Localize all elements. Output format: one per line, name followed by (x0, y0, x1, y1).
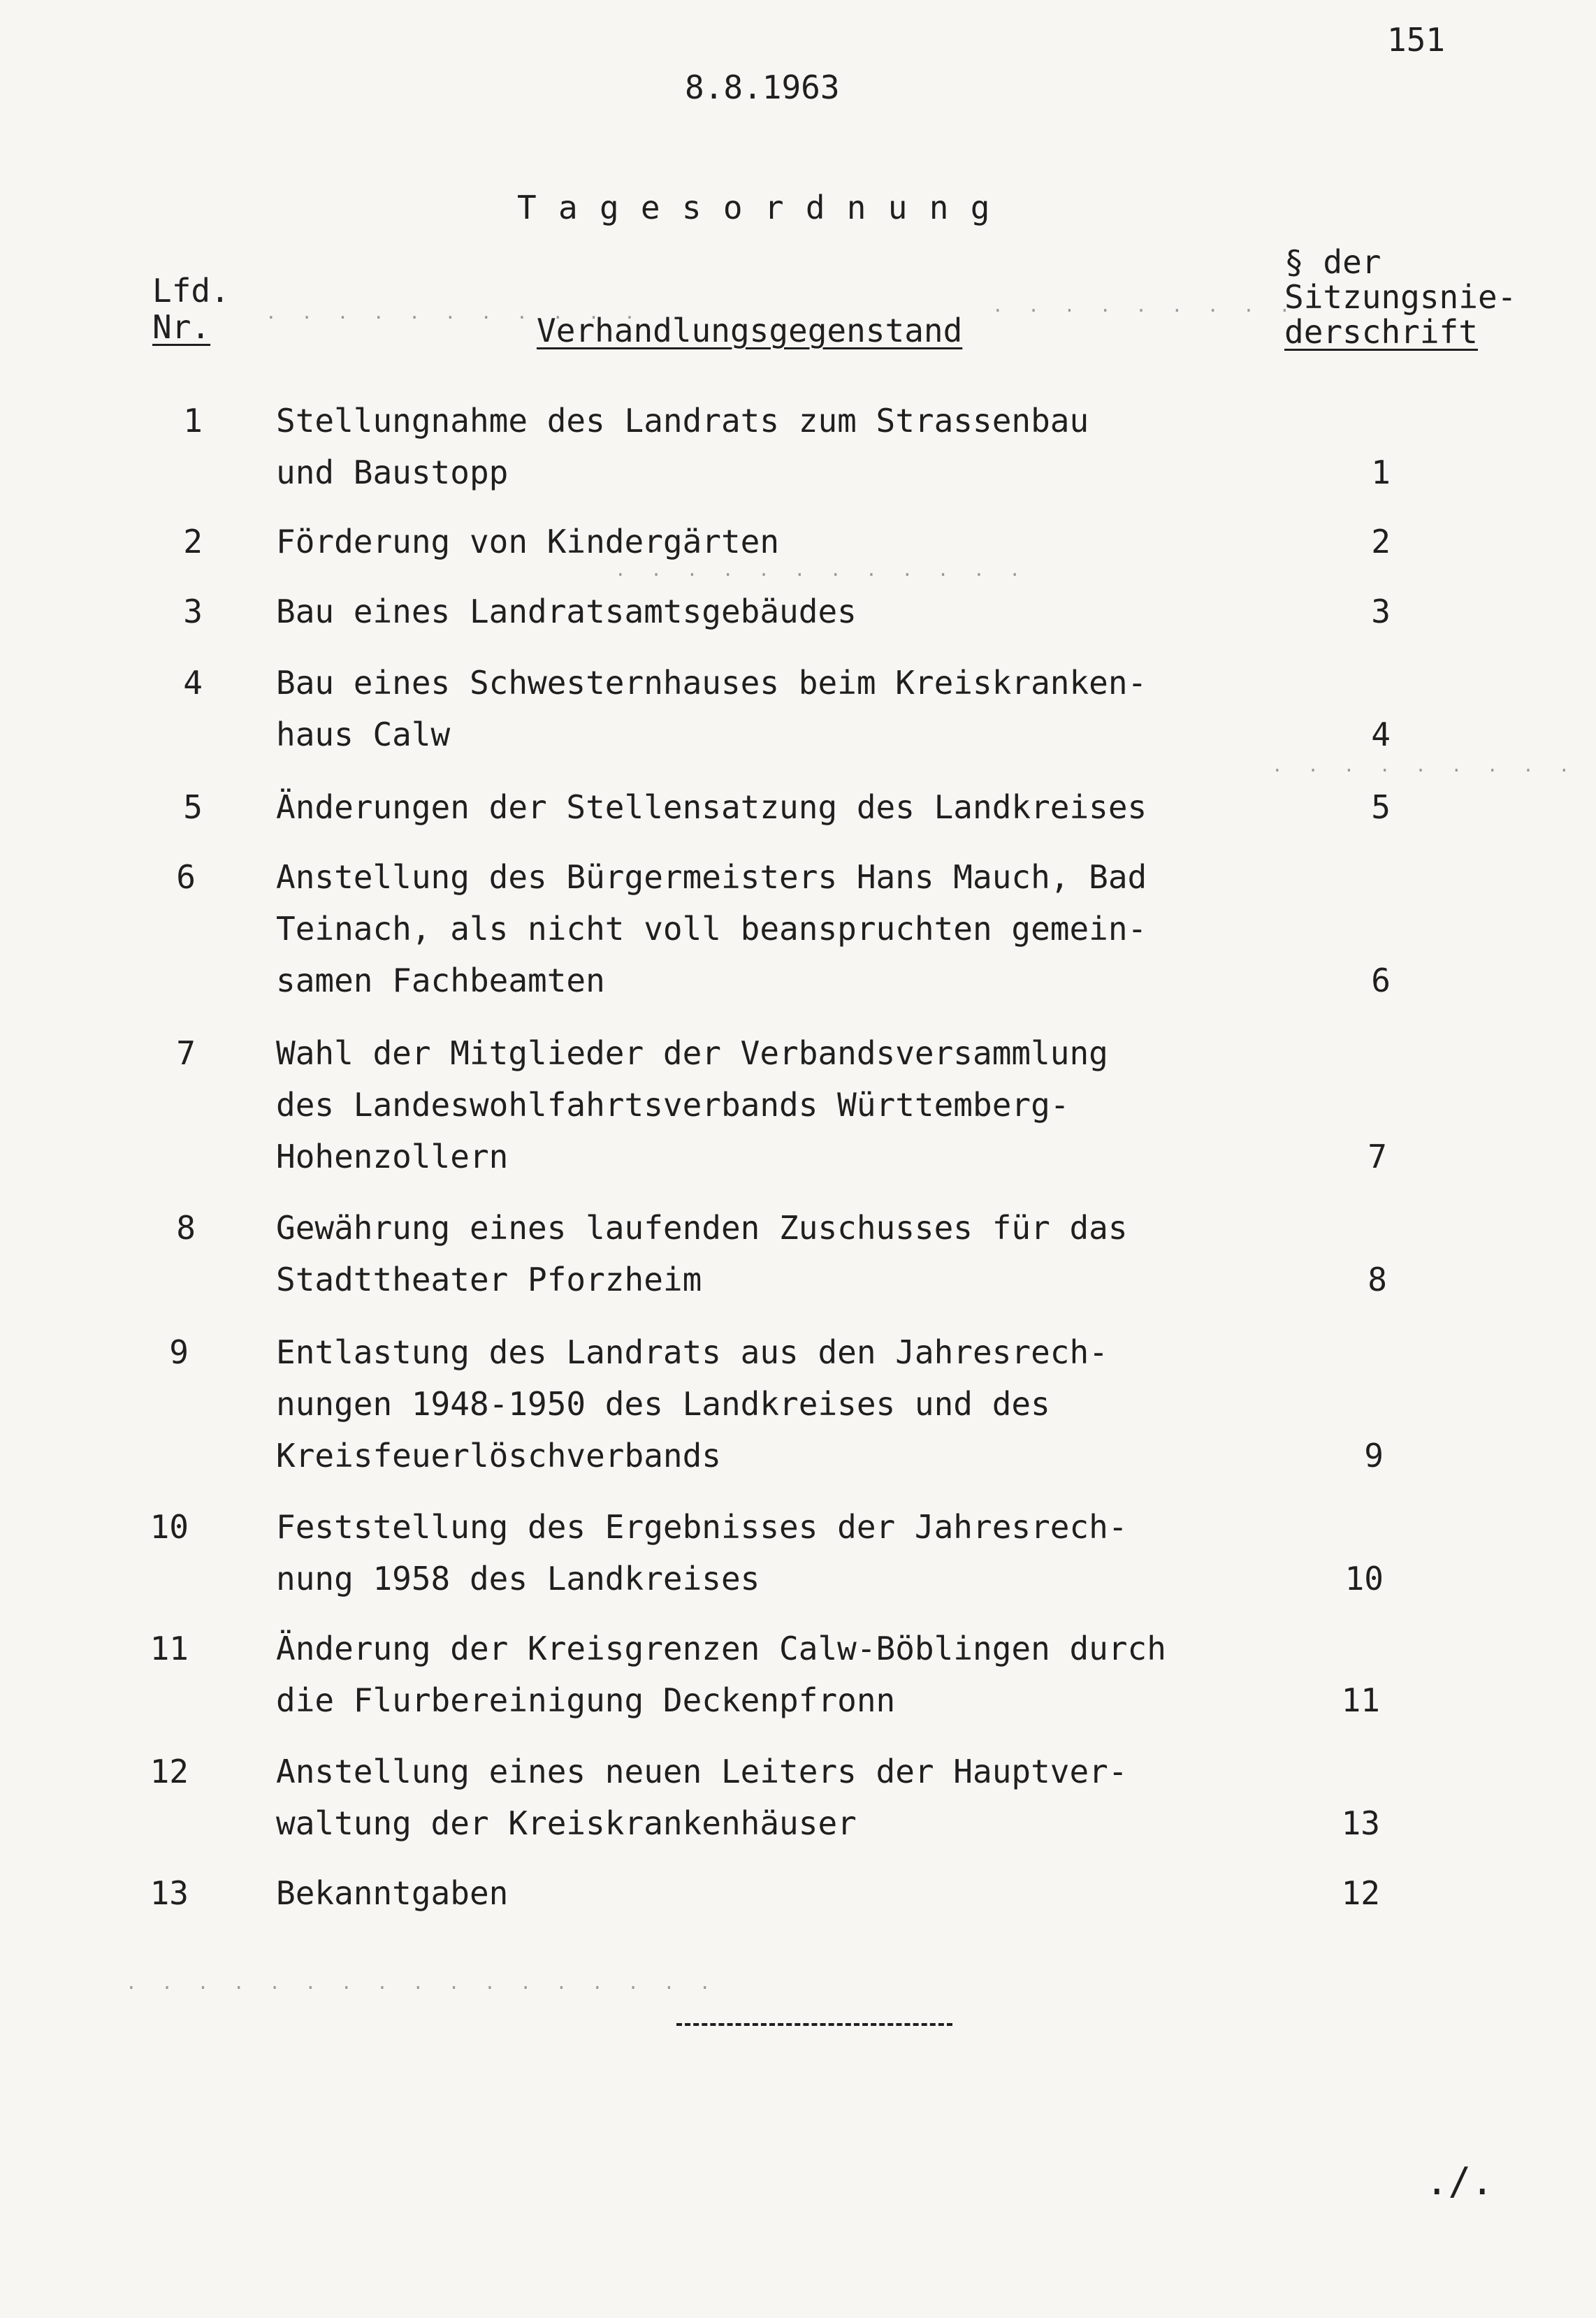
header-ref-line1: § der (1284, 243, 1381, 281)
item-subject: Stellungnahme des Landrats zum Strassenbau und Baustopp (276, 402, 1089, 491)
header-lfd-label: Lfd. (152, 272, 230, 310)
item-number: 2 (183, 523, 203, 560)
item-protocol-ref: 10 (1344, 1560, 1384, 1598)
item-number: 1 (183, 402, 203, 440)
item-subject: Änderung der Kreisgrenzen Calw-Böblingen durch die Flurbereinigung Deckenpfronn (276, 1630, 1166, 1719)
item-subject: Anstellung eines neuen Leiters der Hauptver- waltung der Kreiskrankenhäuser (276, 1753, 1128, 1842)
document-date: 8.8.1963 (685, 68, 840, 106)
item-subject: Wahl der Mitglieder der Verbandsversammlung des Landeswohlfahrtsverbands Württemberg- Hohenzollern (276, 1034, 1108, 1175)
scan-noise-dots: · · · · · · · · · (992, 300, 1298, 321)
item-number: 10 (150, 1508, 189, 1546)
item-number: 3 (183, 593, 203, 630)
item-protocol-ref: 4 (1371, 716, 1391, 753)
item-subject: Änderungen der Stellensatzung des Landkreises (276, 788, 1147, 826)
item-subject: Gewährung eines laufenden Zuschusses für das Stadttheater Pforzheim (276, 1209, 1128, 1298)
continuation-mark: ./. (1425, 2159, 1494, 2203)
page-number: 151 (1387, 21, 1446, 59)
item-protocol-ref: 5 (1371, 788, 1391, 826)
item-number: 12 (150, 1753, 189, 1790)
section-divider (676, 2023, 952, 2026)
header-subject: Verhandlungsgegenstand (537, 312, 963, 349)
item-protocol-ref: 6 (1371, 962, 1391, 999)
scan-noise-dots: · · · · · · · · · (1272, 760, 1577, 781)
scan-noise-dots: · · · · · · · · · · · (266, 307, 642, 328)
item-subject: Bekanntgaben (276, 1874, 509, 1912)
item-subject: Bau eines Schwesternhauses beim Kreiskranken- haus Calw (276, 664, 1147, 753)
item-protocol-ref: 12 (1341, 1874, 1380, 1912)
item-number: 9 (169, 1333, 189, 1371)
item-subject: Entlastung des Landrats aus den Jahresrech- nungen 1948-1950 des Landkreises und des Kreisfeuerlöschverbands (276, 1333, 1108, 1475)
item-number: 6 (176, 858, 196, 896)
item-protocol-ref: 13 (1341, 1804, 1380, 1842)
item-number: 13 (150, 1874, 189, 1912)
item-protocol-ref: 7 (1368, 1138, 1387, 1175)
scan-noise-dots: · · · · · · · · · · · · · · · · · (126, 1978, 718, 1999)
item-number: 8 (176, 1209, 196, 1247)
scan-noise-dots: · · · · · · · · · · · · (615, 565, 1028, 586)
item-protocol-ref: 1 (1371, 454, 1391, 491)
item-number: 11 (150, 1630, 189, 1667)
item-subject: Förderung von Kindergärten (276, 523, 780, 560)
item-number: 7 (176, 1034, 196, 1072)
item-number: 5 (183, 788, 203, 826)
item-subject: Anstellung des Bürgermeisters Hans Mauch, Bad Teinach, als nicht voll beanspruchten gemein- samen Fachbeamten (276, 858, 1147, 999)
item-protocol-ref: 2 (1371, 523, 1391, 560)
item-protocol-ref: 9 (1364, 1437, 1384, 1475)
item-subject: Bau eines Landratsamtsgebäudes (276, 593, 857, 630)
header-nr-label: Nr. (152, 308, 211, 346)
item-subject: Feststellung des Ergebnisses der Jahresrech- nung 1958 des Landkreises (276, 1508, 1128, 1598)
item-number: 4 (183, 664, 203, 702)
item-protocol-ref: 3 (1371, 593, 1391, 630)
item-protocol-ref: 8 (1368, 1261, 1387, 1298)
header-ref-line2: Sitzungsnie- (1284, 278, 1517, 316)
item-protocol-ref: 11 (1341, 1681, 1380, 1719)
header-ref-line3: derschrift (1284, 313, 1478, 351)
document-title: Tagesordnung (517, 189, 1012, 226)
